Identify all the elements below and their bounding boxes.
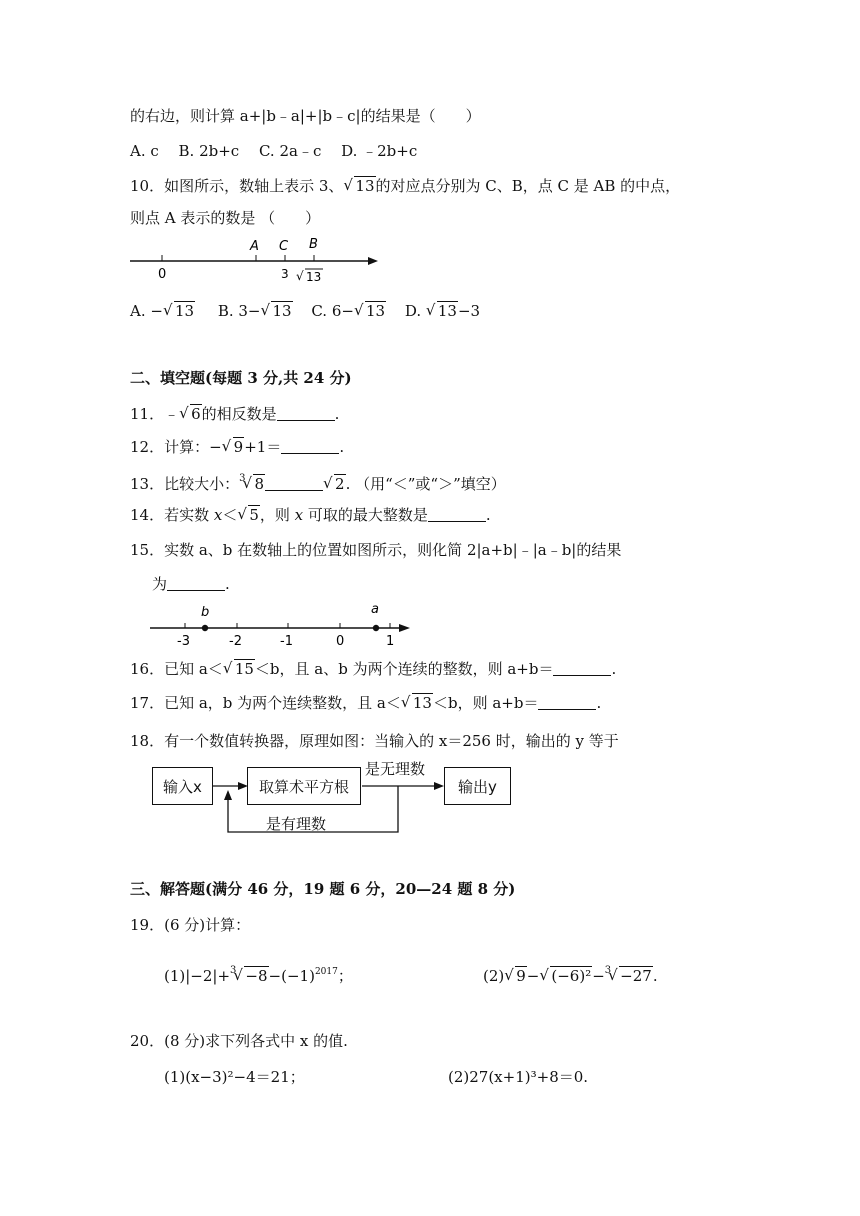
q20-part1: (1)(x−3)²−4＝21； [164, 1068, 305, 1086]
q9-options: A. c B. 2b+c C. 2a﹣c D. ﹣2b+c [130, 142, 418, 160]
q10-axis-value-b: 13 [306, 270, 322, 284]
q13-answer-blank [265, 476, 323, 491]
q18-irrational-label: 是无理数 [365, 760, 426, 778]
q17-answer-blank [538, 695, 596, 710]
section-2-title: 二、填空题(每题 3 分,共 24 分) [130, 369, 352, 387]
q18-process-box: 取算术平方根 [247, 767, 361, 805]
q18-stem: 18．有一个数值转换器，原理如图：当输入的 x＝256 时，输出的 y 等于 [130, 732, 619, 750]
q10-options: A. −√ 13 B. 3−√ 13 C. 6−√ 13 D. √ 13−3 [130, 301, 480, 321]
q16-answer-blank [553, 661, 611, 676]
q20-stem: 20．(8 分)求下列各式中 x 的值. [130, 1032, 348, 1050]
q10-number-line [128, 232, 382, 288]
q15-line1: 15．实数 a、b 在数轴上的位置如图所示，则化简 2|a+b|﹣|a﹣b|的结果 [130, 541, 622, 559]
svg-text:-1: -1 [280, 634, 293, 649]
svg-text:0: 0 [336, 634, 345, 649]
q19-stem: 19．(6 分)计算： [130, 916, 251, 934]
q10-axis-point-b: B [309, 237, 318, 252]
q10-axis-origin: 0 [158, 267, 167, 282]
q18-output-box: 输出y [444, 767, 511, 805]
q11: 11．﹣√ 6的相反数是 . [130, 404, 339, 424]
q13: 13．比较大小：$^3$√ 8√ 2. （用“＜”或“＞”填空） [130, 469, 506, 494]
q15-answer-blank [167, 576, 225, 591]
q17: 17．已知 a，b 为两个连续整数，且 a＜√ 13＜b，则 a+b＝ . [130, 693, 601, 713]
q10-stem-line2: 则点 A 表示的数是 （ ） [130, 209, 321, 227]
q16: 16．已知 a＜√ 15＜b，且 a、b 为两个连续的整数，则 a+b＝ . [130, 659, 616, 679]
q15-number-line [148, 596, 414, 650]
svg-text:1: 1 [386, 634, 395, 649]
q19-part1: $(1)|-2|+^3√ -8-(-1)^{2017}$； [164, 961, 353, 986]
svg-text:-2: -2 [229, 634, 242, 649]
q10-axis-point-c: C [279, 239, 289, 254]
q15-line2: 为 . [152, 575, 230, 593]
q18-input-box: 输入x [152, 767, 213, 805]
q14-answer-blank [428, 507, 486, 522]
q9-stem: 的右边，则计算 a+|b﹣a|+|b﹣c|的结果是（ ） [130, 107, 481, 125]
q10-stem-line1: 10．如图所示，数轴上表示 3、√ 13的对应点分别为 C、B，点 C 是 AB 的中点， [130, 176, 680, 196]
q15-point-b: b [201, 605, 210, 620]
q20-part2: (2)27(x+1)³+8＝0. [448, 1068, 589, 1086]
q10-axis-value-3: 3 [281, 267, 289, 281]
q10-axis-point-a: A [250, 239, 259, 254]
q19-part2: (2)√ 9−√ (−6)²−$^3$√ −27. [483, 961, 658, 986]
q14: 14．若实数 x＜√ 5，则 x 可取的最大整数是 . [130, 505, 491, 525]
svg-text:√: √ [296, 269, 304, 283]
q15-point-a: a [371, 602, 379, 617]
svg-text:-3: -3 [177, 634, 190, 649]
q12-answer-blank [281, 439, 339, 454]
section-3-title: 三、解答题(满分 46 分，19 题 6 分，20—24 题 8 分) [130, 880, 516, 898]
q18-rational-label: 是有理数 [266, 815, 327, 833]
q11-answer-blank [277, 406, 335, 421]
q12: 12．计算：−√ 9+1＝ . [130, 437, 344, 457]
